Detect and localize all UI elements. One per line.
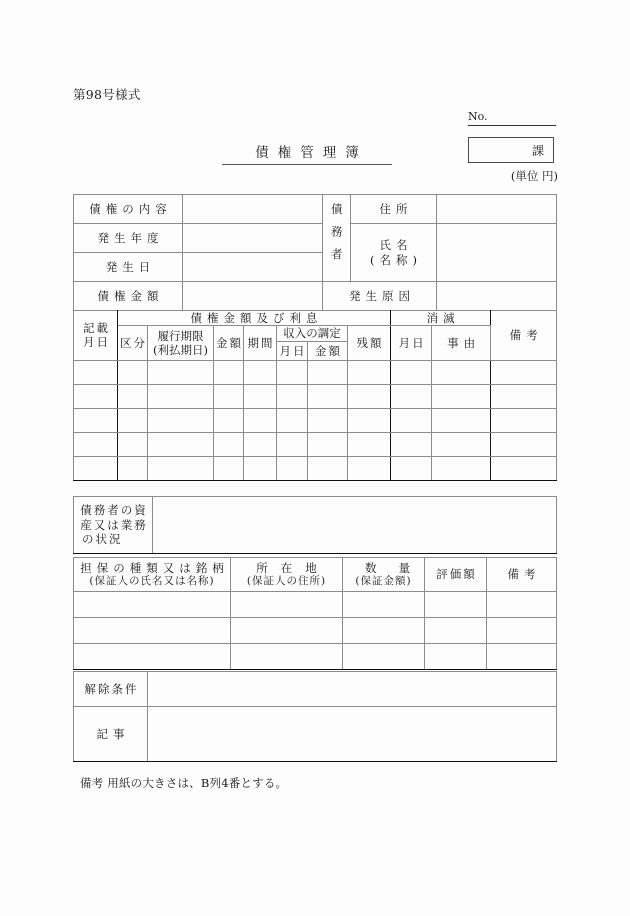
cell-balance[interactable] [348, 408, 391, 432]
collateral-quantity-line1: 数量 [365, 560, 432, 575]
table-row [74, 707, 557, 762]
cell-name-label [351, 224, 437, 282]
department-label: 課 [531, 143, 544, 158]
cell-amount[interactable] [214, 408, 244, 432]
col-group-extinction: 消滅 [391, 311, 491, 326]
cell-extinction-reason[interactable] [432, 408, 491, 432]
table-row [74, 618, 557, 644]
cell-assets-value[interactable] [153, 497, 557, 554]
cell-collateral-remarks[interactable] [487, 592, 557, 618]
cell-classification[interactable] [118, 408, 148, 432]
name-label-main: 氏名 [379, 238, 413, 253]
no-label: No. [468, 110, 488, 123]
collateral-type-line2: (保証人の氏名又は名称) [89, 575, 215, 588]
cell-fiscal-year-label: 発生年度 [74, 224, 183, 253]
cell-remarks[interactable] [491, 384, 557, 408]
collateral-location-line2: (保証人の住所) [246, 575, 327, 588]
cell-record-date[interactable] [74, 456, 118, 480]
cell-name-value[interactable] [437, 224, 557, 282]
table-row [74, 672, 557, 707]
table-row [74, 282, 557, 311]
cell-occurrence-date-label: 発生日 [74, 253, 183, 282]
cell-collateral-valuation[interactable] [425, 644, 487, 670]
cell-collateral-quantity[interactable] [343, 592, 425, 618]
cell-extinction-reason[interactable] [432, 456, 491, 480]
ledger-header-row-2 [74, 326, 557, 341]
cell-extinction-date[interactable] [391, 456, 432, 480]
cell-revenue-date[interactable] [277, 360, 308, 384]
cell-record-date[interactable] [74, 360, 118, 384]
cell-revenue-date[interactable] [277, 408, 308, 432]
cell-debt-amount-label: 債権金額 [74, 282, 183, 311]
cell-classification[interactable] [118, 456, 148, 480]
assets-label-line1: 債務者の資 [80, 503, 148, 518]
footer-note: 備考 用紙の大きさは、B列4番とする。 [80, 776, 288, 790]
cell-article-label: 記事 [74, 707, 148, 762]
cell-revenue-amount[interactable] [308, 360, 348, 384]
col-due-date [148, 326, 214, 360]
cell-revenue-amount[interactable] [308, 384, 348, 408]
cell-revenue-date[interactable] [277, 432, 308, 456]
cell-amount[interactable] [214, 384, 244, 408]
due-date-sub: (利払期日) [153, 343, 208, 358]
due-date-main: 履行期限 [157, 328, 204, 343]
cell-extinction-reason[interactable] [432, 384, 491, 408]
table-row [74, 408, 557, 432]
cell-balance[interactable] [348, 432, 391, 456]
ledger-table [73, 310, 557, 481]
cell-collateral-remarks[interactable] [487, 618, 557, 644]
cell-fiscal-year-value[interactable] [183, 224, 323, 253]
cell-extinction-date[interactable] [391, 360, 432, 384]
cell-extinction-date[interactable] [391, 408, 432, 432]
cell-due-date[interactable] [148, 432, 214, 456]
form-number: 第98号様式 [73, 87, 141, 102]
col-collateral-remarks: 備考 [487, 558, 557, 592]
cell-address-value[interactable] [437, 195, 557, 224]
cell-extinction-date[interactable] [391, 432, 432, 456]
cell-extinction-reason[interactable] [432, 432, 491, 456]
col-collateral-type [74, 558, 231, 592]
col-amount: 金額 [214, 326, 244, 360]
name-label-sub: (名称) [370, 252, 422, 267]
cell-classification[interactable] [118, 432, 148, 456]
cell-revenue-amount[interactable] [308, 456, 348, 480]
cell-cancellation-label: 解除条件 [74, 672, 148, 707]
record-date-line2: 月日 [83, 335, 110, 350]
col-balance: 残額 [348, 326, 391, 360]
cell-due-date[interactable] [148, 456, 214, 480]
cell-record-date[interactable] [74, 384, 118, 408]
cell-record-date[interactable] [74, 432, 118, 456]
cell-occurrence-date-value[interactable] [183, 253, 323, 282]
col-group-revenue: 収入の調定 [277, 326, 348, 341]
table-row [74, 384, 557, 408]
cell-extinction-reason[interactable] [432, 360, 491, 384]
cell-period[interactable] [244, 408, 277, 432]
assets-label-line2: 産又は業務 [80, 517, 148, 532]
cell-address-label: 住所 [351, 195, 437, 224]
debtor-assets-table [73, 496, 557, 554]
cell-balance[interactable] [348, 456, 391, 480]
cell-balance[interactable] [348, 384, 391, 408]
cell-amount[interactable] [214, 456, 244, 480]
cell-debt-content-label: 債権の内容 [74, 195, 183, 224]
col-revenue-date: 月日 [277, 341, 308, 360]
department-box[interactable] [468, 137, 554, 163]
cell-classification[interactable] [118, 384, 148, 408]
cell-cause-label: 発生原因 [323, 282, 437, 311]
col-revenue-amount: 金額 [308, 341, 348, 360]
cell-period[interactable] [244, 456, 277, 480]
cell-collateral-location[interactable] [231, 592, 343, 618]
page-title: 債権管理簿 [222, 141, 392, 165]
col-collateral-valuation: 評価額 [425, 558, 487, 592]
cell-cancellation-value[interactable] [148, 672, 557, 707]
collateral-quantity-line2: (保証金額) [355, 575, 412, 588]
cell-collateral-type[interactable] [74, 618, 231, 644]
cell-debtor-group-label [323, 195, 351, 282]
cell-remarks[interactable] [491, 432, 557, 456]
cell-revenue-date[interactable] [277, 456, 308, 480]
table-row [74, 195, 557, 224]
assets-label-line3: の状況 [82, 532, 123, 547]
cell-extinction-date[interactable] [391, 384, 432, 408]
col-period: 期間 [244, 326, 277, 360]
cell-remarks[interactable] [491, 360, 557, 384]
debt-info-table [73, 194, 557, 311]
col-collateral-location [231, 558, 343, 592]
unit-note: (単位 円) [510, 169, 558, 183]
table-row [74, 592, 557, 618]
cell-debt-content-value[interactable] [183, 195, 323, 224]
cell-balance[interactable] [348, 360, 391, 384]
cell-collateral-valuation[interactable] [425, 592, 487, 618]
cell-classification[interactable] [118, 360, 148, 384]
cell-due-date[interactable] [148, 408, 214, 432]
table-row [74, 644, 557, 670]
table-row [74, 224, 557, 253]
ledger-header-row-1 [74, 311, 557, 326]
cell-amount[interactable] [214, 432, 244, 456]
col-extinction-reason: 事由 [432, 326, 491, 360]
cell-collateral-valuation[interactable] [425, 618, 487, 644]
collateral-type-line1: 担保の種類又は銘柄 [80, 560, 229, 575]
cell-article-value[interactable] [148, 707, 557, 762]
debtor-group-text: 債務者 [329, 202, 344, 271]
cell-collateral-location[interactable] [231, 618, 343, 644]
table-row [74, 360, 557, 384]
table-row [74, 497, 557, 554]
cell-collateral-quantity[interactable] [343, 644, 425, 670]
cell-due-date[interactable] [148, 384, 214, 408]
table-row [74, 432, 557, 456]
collateral-header-row [74, 558, 557, 592]
cell-period[interactable] [244, 432, 277, 456]
col-extinction-date: 月日 [391, 326, 432, 360]
record-date-line1: 記載 [83, 321, 110, 335]
cell-assets-label [74, 497, 153, 554]
table-row [74, 456, 557, 480]
cell-collateral-type[interactable] [74, 592, 231, 618]
cell-collateral-quantity[interactable] [343, 618, 425, 644]
cell-revenue-amount[interactable] [308, 432, 348, 456]
cell-revenue-date[interactable] [277, 384, 308, 408]
col-group-amount-interest: 債権金額及び利息 [118, 311, 391, 326]
cell-period[interactable] [244, 384, 277, 408]
no-field[interactable] [468, 110, 556, 126]
col-remarks: 備考 [491, 311, 557, 361]
cell-collateral-remarks[interactable] [487, 644, 557, 670]
col-classification: 区分 [118, 326, 148, 360]
cell-debt-amount-value[interactable] [183, 282, 323, 311]
cell-cause-value[interactable] [437, 282, 557, 311]
collateral-table [73, 557, 557, 670]
collateral-location-line1: 所在地 [256, 560, 330, 575]
cell-remarks[interactable] [491, 408, 557, 432]
cell-collateral-location[interactable] [231, 644, 343, 670]
cell-revenue-amount[interactable] [308, 408, 348, 432]
col-record-date [74, 311, 118, 361]
cell-record-date[interactable] [74, 408, 118, 432]
conditions-table [73, 671, 557, 762]
cell-amount[interactable] [214, 360, 244, 384]
cell-remarks[interactable] [491, 456, 557, 480]
cell-due-date[interactable] [148, 360, 214, 384]
col-collateral-quantity [343, 558, 432, 592]
cell-collateral-type[interactable] [74, 644, 231, 670]
cell-period[interactable] [244, 360, 277, 384]
